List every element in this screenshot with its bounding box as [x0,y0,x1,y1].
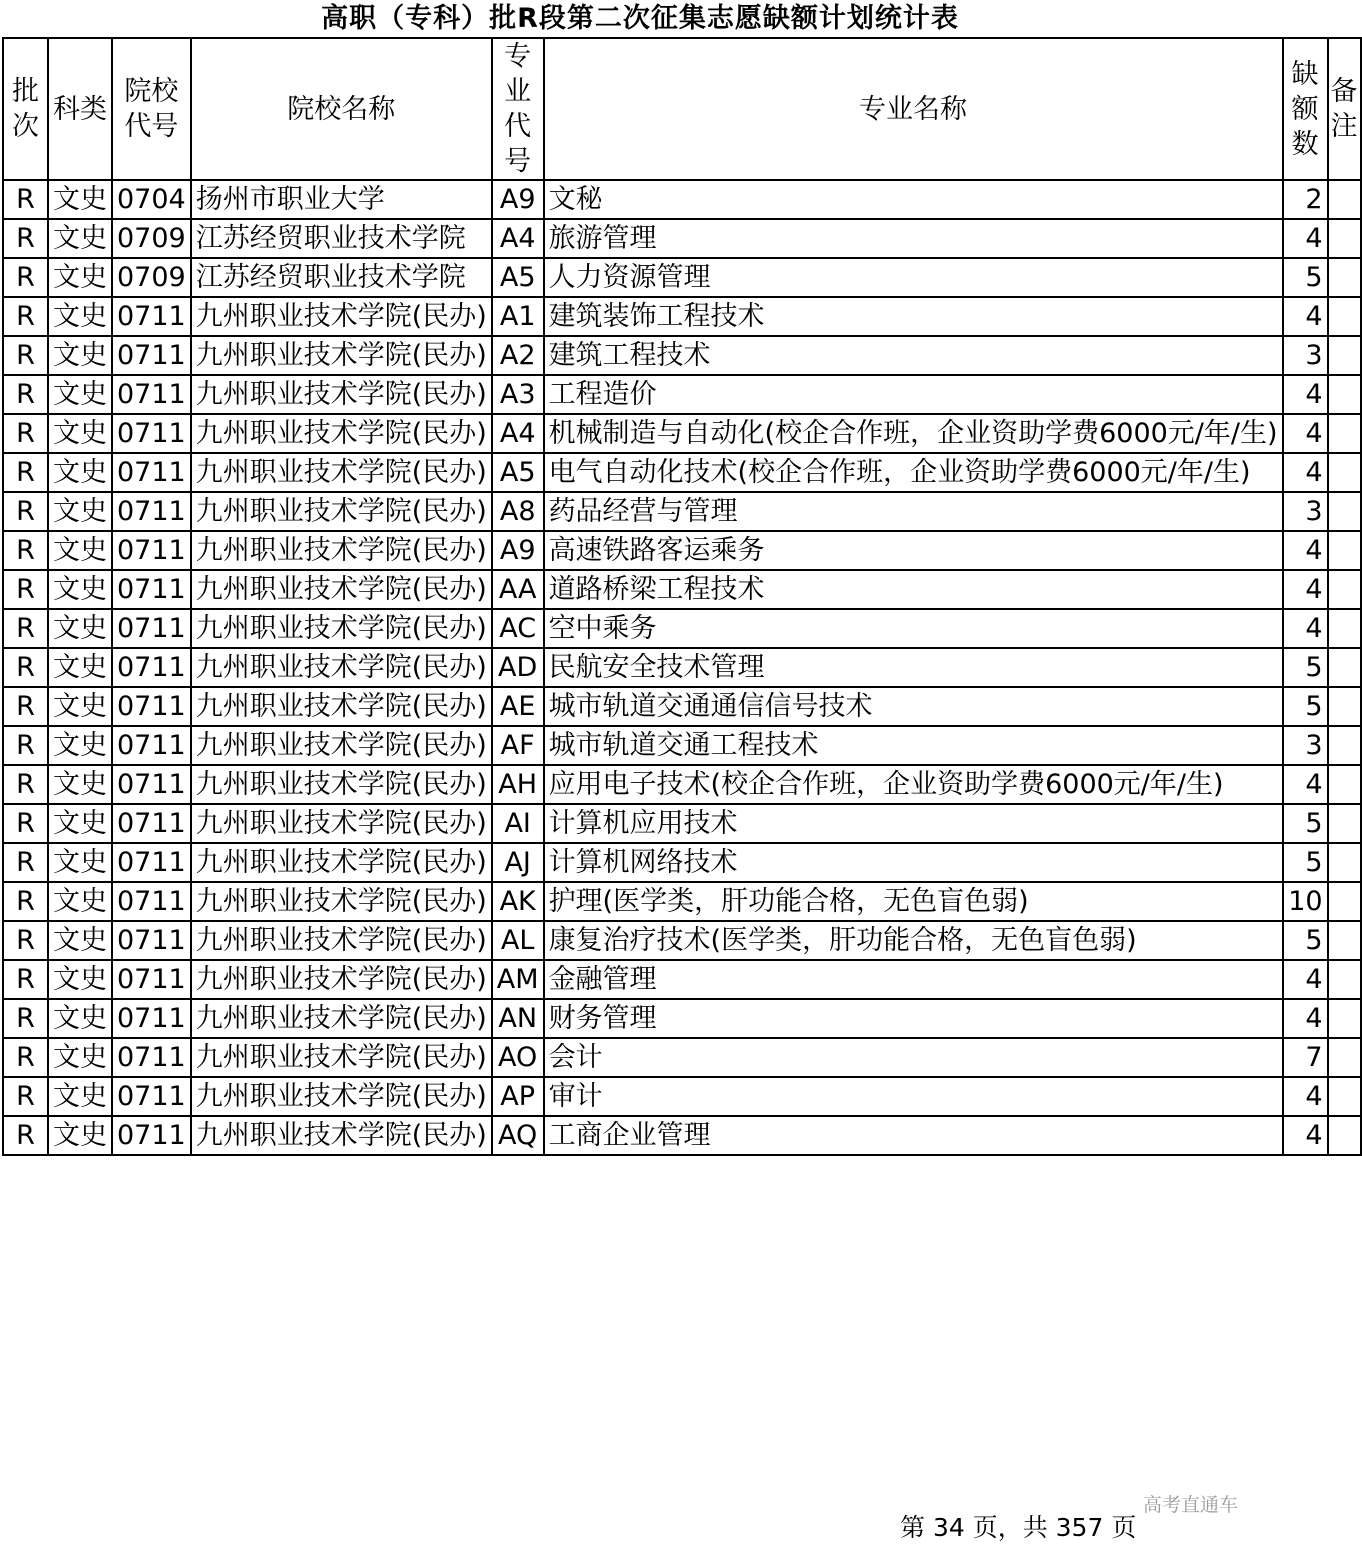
cell-vacancies: 5 [1283,258,1328,297]
cell-school-code: 0711 [112,531,191,570]
cell-note [1328,804,1361,843]
cell-note [1328,258,1361,297]
cell-major-code: AK [492,882,544,921]
cell-note [1328,1038,1361,1077]
cell-note [1328,375,1361,414]
cell-school-code: 0711 [112,453,191,492]
cell-major-code: A8 [492,492,544,531]
cell-vacancies: 7 [1283,1038,1328,1077]
cell-major-name: 护理(医学类，肝功能合格，无色盲色弱) [544,882,1283,921]
cell-major-name: 机械制造与自动化(校企合作班，企业资助学费6000元/年/生) [544,414,1283,453]
cell-school-name: 九州职业技术学院(民办) [191,648,492,687]
cell-major-name: 工商企业管理 [544,1116,1283,1155]
cell-vacancies: 4 [1283,609,1328,648]
cell-batch: R [3,531,48,570]
cell-category: 文史 [48,492,112,531]
cell-school-code: 0711 [112,414,191,453]
cell-batch: R [3,960,48,999]
cell-vacancies: 5 [1283,843,1328,882]
cell-note [1328,219,1361,258]
cell-category: 文史 [48,219,112,258]
cell-school-name: 九州职业技术学院(民办) [191,1116,492,1155]
header-batch: 批次 [3,38,48,180]
cell-category: 文史 [48,414,112,453]
table-row [3,765,1361,804]
cell-note [1328,1077,1361,1116]
cell-category: 文史 [48,336,112,375]
table-row [3,570,1361,609]
cell-school-name: 九州职业技术学院(民办) [191,453,492,492]
cell-category: 文史 [48,960,112,999]
table-row [3,921,1361,960]
cell-school-code: 0704 [112,180,191,219]
cell-category: 文史 [48,258,112,297]
cell-vacancies: 4 [1283,960,1328,999]
cell-major-name: 工程造价 [544,375,1283,414]
cell-school-code: 0711 [112,765,191,804]
cell-batch: R [3,219,48,258]
cell-batch: R [3,843,48,882]
cell-school-code: 0711 [112,336,191,375]
cell-major-code: AM [492,960,544,999]
cell-school-name: 九州职业技术学院(民办) [191,297,492,336]
cell-major-code: AE [492,687,544,726]
cell-note [1328,765,1361,804]
cell-vacancies: 5 [1283,687,1328,726]
cell-vacancies: 4 [1283,570,1328,609]
cell-category: 文史 [48,1038,112,1077]
cell-major-code: A5 [492,258,544,297]
cell-category: 文史 [48,687,112,726]
table-row [3,336,1361,375]
cell-major-code: AL [492,921,544,960]
cell-major-name: 人力资源管理 [544,258,1283,297]
cell-major-name: 会计 [544,1038,1283,1077]
cell-category: 文史 [48,453,112,492]
cell-category: 文史 [48,921,112,960]
cell-note [1328,648,1361,687]
cell-batch: R [3,804,48,843]
cell-major-name: 高速铁路客运乘务 [544,531,1283,570]
cell-school-name: 九州职业技术学院(民办) [191,843,492,882]
cell-school-code: 0711 [112,375,191,414]
header-school-name: 院校名称 [191,38,492,180]
watermark-text: 高考直通车 [1143,1494,1239,1516]
cell-category: 文史 [48,804,112,843]
table-body [3,180,1361,1155]
cell-major-name: 电气自动化技术(校企合作班，企业资助学费6000元/年/生) [544,453,1283,492]
cell-major-code: A3 [492,375,544,414]
cell-vacancies: 4 [1283,1077,1328,1116]
cell-school-code: 0709 [112,258,191,297]
cell-school-name: 九州职业技术学院(民办) [191,492,492,531]
page-title: 高职（专科）批R段第二次征集志愿缺额计划统计表 [321,3,959,34]
table-row [3,804,1361,843]
cell-vacancies: 4 [1283,765,1328,804]
cell-batch: R [3,492,48,531]
cell-school-code: 0711 [112,609,191,648]
cell-school-code: 0711 [112,648,191,687]
cell-note [1328,492,1361,531]
cell-vacancies: 4 [1283,999,1328,1038]
cell-school-code: 0711 [112,726,191,765]
cell-major-name: 城市轨道交通工程技术 [544,726,1283,765]
cell-school-code: 0711 [112,882,191,921]
cell-category: 文史 [48,1116,112,1155]
cell-note [1328,336,1361,375]
cell-category: 文史 [48,570,112,609]
cell-note [1328,960,1361,999]
cell-major-code: A4 [492,414,544,453]
cell-category: 文史 [48,180,112,219]
table-row [3,375,1361,414]
cell-major-code: AD [492,648,544,687]
cell-batch: R [3,570,48,609]
cell-major-name: 应用电子技术(校企合作班，企业资助学费6000元/年/生) [544,765,1283,804]
cell-major-code: AQ [492,1116,544,1155]
cell-batch: R [3,453,48,492]
cell-major-code: A5 [492,453,544,492]
cell-vacancies: 4 [1283,414,1328,453]
table-row [3,297,1361,336]
cell-school-name: 九州职业技术学院(民办) [191,687,492,726]
cell-school-code: 0711 [112,687,191,726]
table-row [3,219,1361,258]
cell-school-code: 0709 [112,219,191,258]
table-row [3,726,1361,765]
table-row [3,492,1361,531]
cell-major-name: 财务管理 [544,999,1283,1038]
header-school-code: 院校代号 [112,38,191,180]
cell-batch: R [3,726,48,765]
cell-batch: R [3,921,48,960]
cell-school-name: 九州职业技术学院(民办) [191,531,492,570]
table-row [3,609,1361,648]
cell-school-name: 九州职业技术学院(民办) [191,414,492,453]
cell-note [1328,531,1361,570]
cell-major-name: 审计 [544,1077,1283,1116]
cell-major-code: A9 [492,531,544,570]
cell-note [1328,843,1361,882]
cell-vacancies: 4 [1283,453,1328,492]
cell-major-name: 计算机应用技术 [544,804,1283,843]
cell-major-code: AC [492,609,544,648]
cell-category: 文史 [48,648,112,687]
cell-major-code: AI [492,804,544,843]
cell-batch: R [3,180,48,219]
cell-note [1328,414,1361,453]
cell-note [1328,687,1361,726]
cell-major-code: AN [492,999,544,1038]
cell-category: 文史 [48,531,112,570]
cell-note [1328,1116,1361,1155]
cell-category: 文史 [48,765,112,804]
cell-major-name: 民航安全技术管理 [544,648,1283,687]
table-row [3,1038,1361,1077]
table-row [3,453,1361,492]
cell-school-code: 0711 [112,570,191,609]
cell-school-name: 江苏经贸职业技术学院 [191,258,492,297]
cell-school-name: 九州职业技术学院(民办) [191,882,492,921]
cell-note [1328,297,1361,336]
cell-school-name: 九州职业技术学院(民办) [191,960,492,999]
cell-major-name: 建筑装饰工程技术 [544,297,1283,336]
cell-note [1328,453,1361,492]
cell-school-name: 九州职业技术学院(民办) [191,1038,492,1077]
cell-note [1328,726,1361,765]
cell-vacancies: 3 [1283,336,1328,375]
cell-major-name: 道路桥梁工程技术 [544,570,1283,609]
header-major-name: 专业名称 [544,38,1283,180]
cell-school-code: 0711 [112,960,191,999]
cell-vacancies: 10 [1283,882,1328,921]
header-vacancies: 缺额数 [1283,38,1328,180]
cell-batch: R [3,336,48,375]
cell-batch: R [3,999,48,1038]
cell-major-code: AF [492,726,544,765]
cell-vacancies: 5 [1283,804,1328,843]
cell-major-name: 城市轨道交通通信信号技术 [544,687,1283,726]
cell-school-name: 九州职业技术学院(民办) [191,804,492,843]
cell-category: 文史 [48,609,112,648]
cell-school-name: 九州职业技术学院(民办) [191,726,492,765]
table-row [3,1116,1361,1155]
cell-school-code: 0711 [112,921,191,960]
cell-school-name: 九州职业技术学院(民办) [191,765,492,804]
table-row [3,531,1361,570]
cell-school-code: 0711 [112,492,191,531]
cell-batch: R [3,1116,48,1155]
cell-batch: R [3,765,48,804]
cell-school-code: 0711 [112,843,191,882]
cell-batch: R [3,882,48,921]
cell-note [1328,999,1361,1038]
cell-major-code: AP [492,1077,544,1116]
cell-major-code: A9 [492,180,544,219]
cell-batch: R [3,1038,48,1077]
header-category: 科类 [48,38,112,180]
cell-batch: R [3,375,48,414]
table-row [3,882,1361,921]
cell-major-name: 药品经营与管理 [544,492,1283,531]
cell-school-code: 0711 [112,804,191,843]
cell-major-name: 文秘 [544,180,1283,219]
cell-school-name: 九州职业技术学院(民办) [191,375,492,414]
table-row [3,960,1361,999]
cell-school-name: 九州职业技术学院(民办) [191,609,492,648]
table-row [3,1077,1361,1116]
cell-school-code: 0711 [112,999,191,1038]
cell-vacancies: 5 [1283,921,1328,960]
cell-vacancies: 4 [1283,531,1328,570]
cell-major-name: 金融管理 [544,960,1283,999]
cell-school-code: 0711 [112,1116,191,1155]
cell-category: 文史 [48,726,112,765]
cell-note [1328,921,1361,960]
cell-batch: R [3,414,48,453]
cell-category: 文史 [48,882,112,921]
cell-batch: R [3,1077,48,1116]
cell-school-name: 九州职业技术学院(民办) [191,999,492,1038]
cell-major-code: AJ [492,843,544,882]
cell-note [1328,570,1361,609]
table-row [3,999,1361,1038]
cell-major-code: AA [492,570,544,609]
cell-school-code: 0711 [112,297,191,336]
cell-school-code: 0711 [112,1038,191,1077]
cell-batch: R [3,648,48,687]
cell-school-name: 九州职业技术学院(民办) [191,336,492,375]
cell-school-name: 九州职业技术学院(民办) [191,1077,492,1116]
cell-major-code: A1 [492,297,544,336]
cell-note [1328,180,1361,219]
cell-note [1328,609,1361,648]
cell-major-code: AH [492,765,544,804]
cell-school-name: 扬州市职业大学 [191,180,492,219]
cell-note [1328,882,1361,921]
cell-school-name: 九州职业技术学院(民办) [191,921,492,960]
header-note: 备注 [1328,38,1361,180]
cell-category: 文史 [48,999,112,1038]
table-row [3,414,1361,453]
cell-category: 文史 [48,1077,112,1116]
cell-major-name: 计算机网络技术 [544,843,1283,882]
cell-major-code: A2 [492,336,544,375]
cell-vacancies: 3 [1283,492,1328,531]
cell-major-code: A4 [492,219,544,258]
cell-batch: R [3,609,48,648]
cell-major-name: 旅游管理 [544,219,1283,258]
cell-category: 文史 [48,375,112,414]
table-row [3,648,1361,687]
cell-batch: R [3,258,48,297]
cell-major-name: 空中乘务 [544,609,1283,648]
cell-major-name: 建筑工程技术 [544,336,1283,375]
cell-vacancies: 4 [1283,219,1328,258]
table-row [3,843,1361,882]
table-row [3,258,1361,297]
cell-vacancies: 4 [1283,375,1328,414]
vacancy-table [2,37,1362,1156]
cell-vacancies: 3 [1283,726,1328,765]
cell-school-name: 江苏经贸职业技术学院 [191,219,492,258]
cell-vacancies: 4 [1283,1116,1328,1155]
cell-major-code: AO [492,1038,544,1077]
header-major-code: 专业代号 [492,38,544,180]
cell-school-code: 0711 [112,1077,191,1116]
cell-category: 文史 [48,843,112,882]
cell-batch: R [3,687,48,726]
table-row [3,687,1361,726]
cell-school-name: 九州职业技术学院(民办) [191,570,492,609]
cell-category: 文史 [48,297,112,336]
page-number: 第 34 页，共 357 页 [900,1513,1137,1542]
cell-vacancies: 2 [1283,180,1328,219]
cell-major-name: 康复治疗技术(医学类，肝功能合格，无色盲色弱) [544,921,1283,960]
table-row [3,180,1361,219]
cell-batch: R [3,297,48,336]
header-row [3,38,1361,180]
cell-vacancies: 4 [1283,297,1328,336]
cell-vacancies: 5 [1283,648,1328,687]
